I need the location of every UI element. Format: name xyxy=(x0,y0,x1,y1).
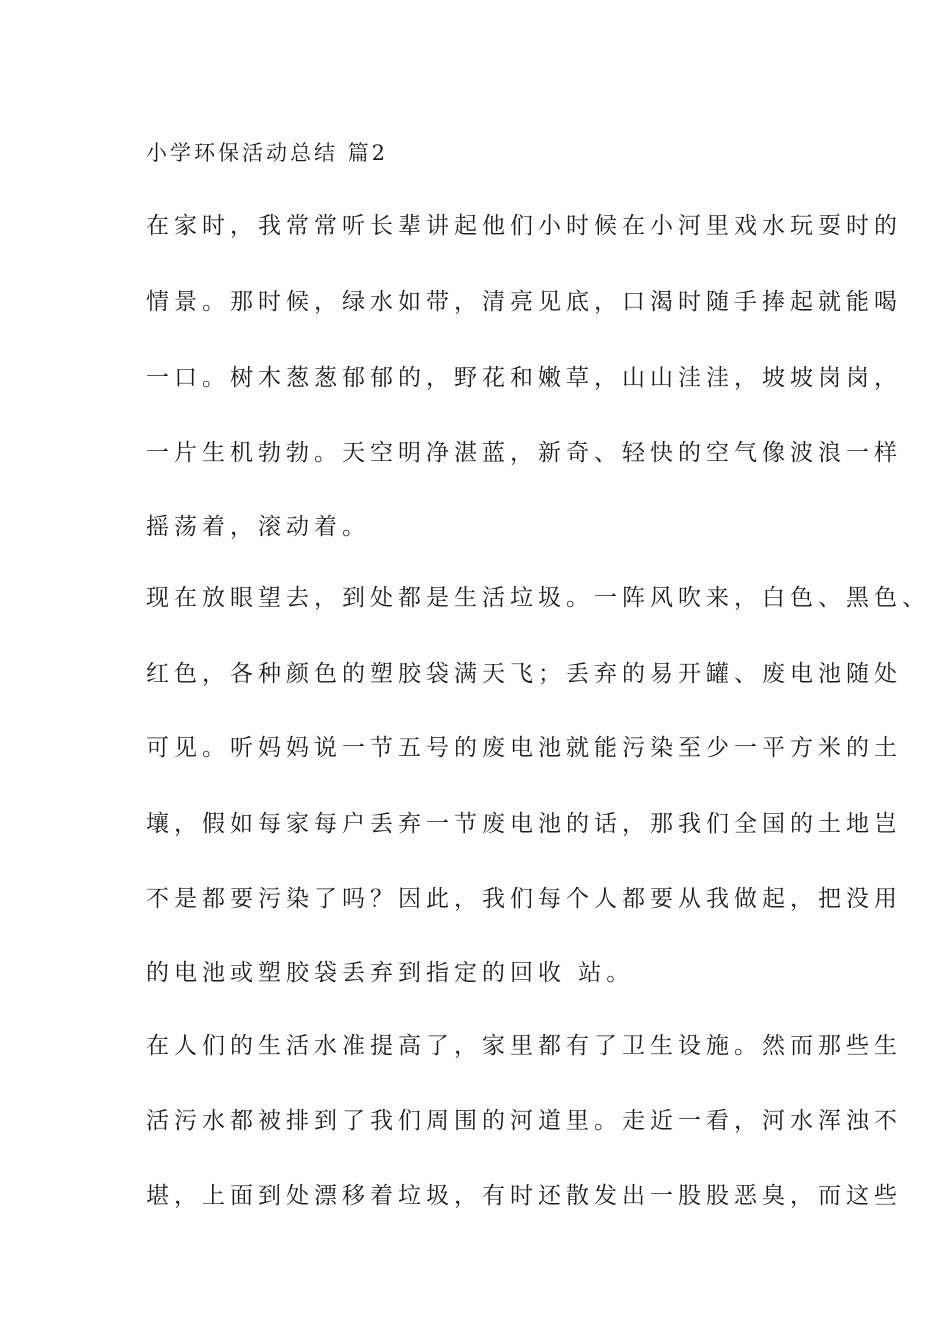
paragraph-line: 不是都要污染了吗？因此，我们每个人都要从我做起，把没用 xyxy=(146,886,902,912)
paragraph-line: 堪，上面到处漂移着垃圾，有时还散发出一股股恶臭，而这些 xyxy=(146,1183,902,1209)
paragraph-line: 在家时，我常常听长辈讲起他们小时候在小河里戏水玩耍时的 xyxy=(146,213,902,239)
paragraph-line: 现在放眼望去，到处都是生活垃圾。一阵风吹来，白色、黑色、 xyxy=(146,585,930,611)
paragraph-line: 一片生机勃勃。天空明净湛蓝，新奇、轻快的空气像波浪一样 xyxy=(146,440,902,466)
paragraph-line: 一口。树木葱葱郁郁的，野花和嫩草，山山洼洼，坡坡岗岗， xyxy=(146,365,902,391)
paragraph-line: 可见。听妈妈说一节五号的废电池就能污染至少一平方米的土 xyxy=(146,735,902,761)
paragraph-line: 在人们的生活水准提高了，家里都有了卫生设施。然而那些生 xyxy=(146,1033,902,1059)
paragraph-line: 红色，各种颜色的塑胶袋满天飞；丢弃的易开罐、废电池随处 xyxy=(146,661,902,687)
paragraph-line: 活污水都被排到了我们周围的河道里。走近一看，河水浑浊不 xyxy=(146,1108,902,1134)
paragraph-line: 摇荡着，滚动着。 xyxy=(146,514,370,540)
document-title: 小学环保活动总结 篇2 xyxy=(146,141,389,165)
paragraph-line: 情景。那时候，绿水如带，清亮见底，口渴时随手捧起就能喝 xyxy=(146,289,902,315)
paragraph-line: 的电池或塑胶袋丢弃到指定的回收 站。 xyxy=(146,960,635,986)
paragraph-line: 壤，假如每家每户丢弃一节废电池的话，那我们全国的土地岂 xyxy=(146,811,902,837)
